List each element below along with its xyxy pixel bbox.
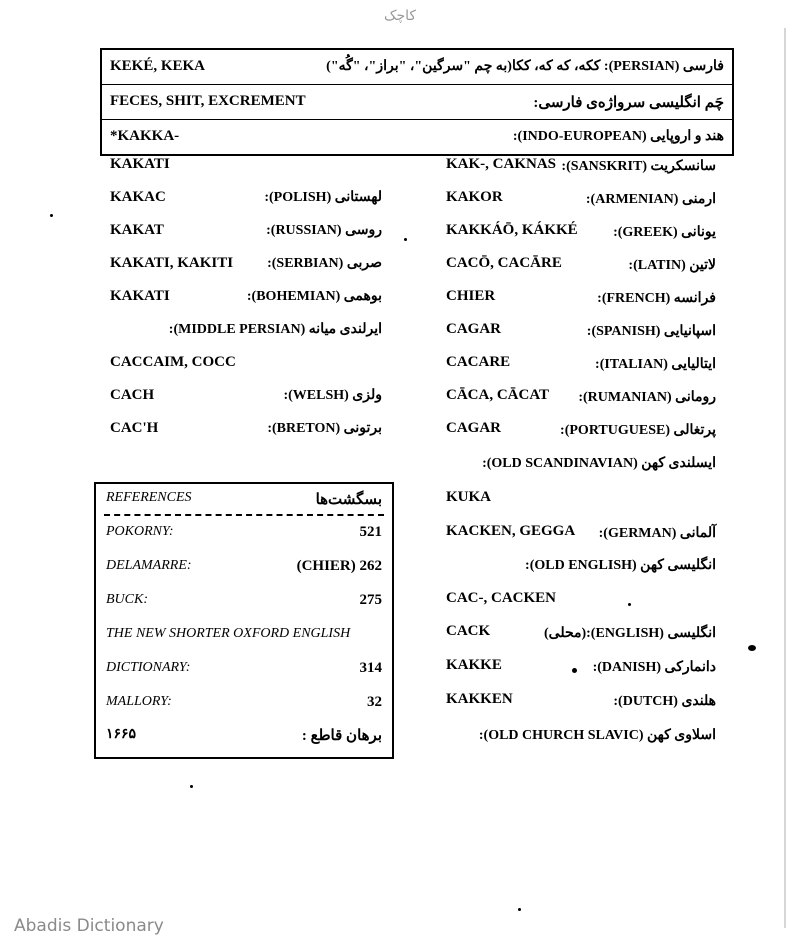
references-box: [94, 482, 394, 759]
dashed-divider: [104, 514, 384, 516]
reference-row: [106, 524, 382, 548]
right-language: ایتالیایی (ITALIAN):: [595, 357, 716, 372]
left-language: صربی (SERBIAN):: [267, 256, 382, 271]
right-word: CĀCA, CĀCAT: [446, 387, 550, 403]
reference-row: [106, 660, 382, 684]
reference-row: [106, 726, 382, 750]
reference-name: POKORNY:: [106, 524, 174, 539]
reference-row: [106, 558, 382, 582]
scan-speck: [518, 908, 521, 911]
left-word: CACCAIM, COCC: [110, 354, 236, 370]
indo-european-row: [102, 120, 732, 154]
left-word: CAC'H: [110, 420, 159, 436]
right-language: ارمنی (ARMENIAN):: [585, 192, 716, 207]
reference-page: 521: [359, 524, 382, 540]
english-meaning-row: [102, 85, 732, 120]
reference-name-persian: برهان قاطع :: [301, 728, 382, 744]
right-word: KAKKE: [446, 657, 502, 673]
reference-page: ۱۶۶۵: [106, 727, 137, 742]
left-language: ایرلندی میانه (MIDDLE PERSIAN):: [168, 322, 382, 337]
right-language: پرتغالی (PORTUGUESE):: [560, 423, 716, 438]
right-word: KAK-, CAKNAS: [446, 156, 557, 172]
left-word: CACH: [110, 387, 155, 403]
right-word: CACK: [446, 623, 491, 639]
left-word: KAKAT: [110, 222, 164, 238]
reference-name: MALLORY:: [106, 694, 172, 709]
right-word: CHIER: [446, 288, 496, 304]
indo-european-label: هند و اروپایی (INDO-EUROPEAN):: [512, 129, 724, 144]
references-header: [106, 490, 382, 514]
scan-speck: [190, 785, 193, 788]
right-word: KUKA: [446, 489, 491, 505]
right-word: CAC-, CACKEN: [446, 590, 556, 606]
scan-speck: [628, 603, 631, 606]
scan-speck: [572, 668, 577, 673]
right-language: دانمارکی (DANISH):: [592, 660, 716, 675]
left-word: KAKATI: [110, 156, 170, 172]
reference-row: [106, 626, 382, 650]
reference-page: 32: [367, 694, 382, 710]
reference-name: DICTIONARY:: [106, 660, 191, 675]
right-word: KAKOR: [446, 189, 503, 205]
right-word: KACKEN, GEGGA: [446, 523, 576, 539]
reference-name: BUCK:: [106, 592, 148, 607]
reference-page: 275: [359, 592, 382, 608]
right-language: یونانی (GREEK):: [613, 225, 716, 240]
right-word: CAGAR: [446, 321, 501, 337]
right-word: CAGAR: [446, 420, 501, 436]
persian-row: [102, 50, 732, 85]
left-word: KAKAC: [110, 189, 166, 205]
indo-european-root: *KAKKA-: [110, 128, 180, 144]
english-meaning-label: چَم انگلیسی سرواژه‌ی فارسی:: [533, 95, 724, 111]
top-definition-box: [100, 48, 734, 156]
scan-speck: [50, 214, 53, 217]
left-language: لهستانی (POLISH):: [264, 190, 382, 205]
right-language: ایسلندی کهن (OLD SCANDINAVIAN):: [482, 456, 716, 471]
left-language: برتونی (BRETON):: [267, 421, 382, 436]
site-header: کاچک: [383, 8, 417, 24]
right-language: اسلاوی کهن (OLD CHURCH SLAVIC):: [478, 728, 716, 743]
footer-watermark: Abadis Dictionary: [14, 916, 164, 936]
english-meaning: FECES, SHIT, EXCREMENT: [110, 93, 306, 109]
left-language: روسی (RUSSIAN):: [266, 223, 382, 238]
left-word: KAKATI, KAKITI: [110, 255, 234, 271]
scan-speck: [748, 645, 756, 651]
reference-page: (CHIER) 262: [296, 558, 382, 574]
persian-form: KEKÉ, KEKA: [110, 58, 206, 74]
reference-name: DELAMARRE:: [106, 558, 192, 573]
right-word: CACARE: [446, 354, 511, 370]
references-title: REFERENCES: [106, 490, 192, 505]
right-language: هلندی (DUTCH):: [613, 694, 716, 709]
right-language: رومانی (RUMANIAN):: [578, 390, 716, 405]
right-language: اسپانیایی (SPANISH):: [586, 324, 716, 339]
right-language: انگلیسی (ENGLISH):(محلی): [543, 626, 716, 641]
right-language: انگلیسی کهن (OLD ENGLISH):: [525, 558, 716, 573]
left-language: بوهمی (BOHEMIAN):: [246, 289, 382, 304]
right-word: CACŌ, CACĀRE: [446, 255, 562, 271]
right-language: لاتین (LATIN):: [628, 258, 716, 273]
reference-name: THE NEW SHORTER OXFORD ENGLISH: [106, 626, 351, 641]
reference-page: 314: [359, 660, 382, 676]
right-language: سانسکریت (SANSKRIT):: [561, 159, 716, 174]
scan-speck: [404, 238, 407, 241]
right-word: KAKKEN: [446, 691, 513, 707]
right-language: فرانسه (FRENCH):: [597, 291, 716, 306]
left-word: KAKATI: [110, 288, 170, 304]
reference-row: [106, 694, 382, 718]
page-edge-rule: [784, 28, 786, 928]
references-title-persian: بسگشت‌ها: [315, 492, 382, 508]
right-word: KAKKÁŌ, KÁKKÉ: [446, 222, 578, 238]
persian-definition: فارسی (PERSIAN): ککه، که که، ککا(به چم "سرگین"، "براز"، "گُه"): [326, 59, 724, 74]
reference-row: [106, 592, 382, 616]
left-language: ولزی (WELSH):: [283, 388, 382, 403]
right-language: آلمانی (GERMAN):: [598, 526, 716, 541]
